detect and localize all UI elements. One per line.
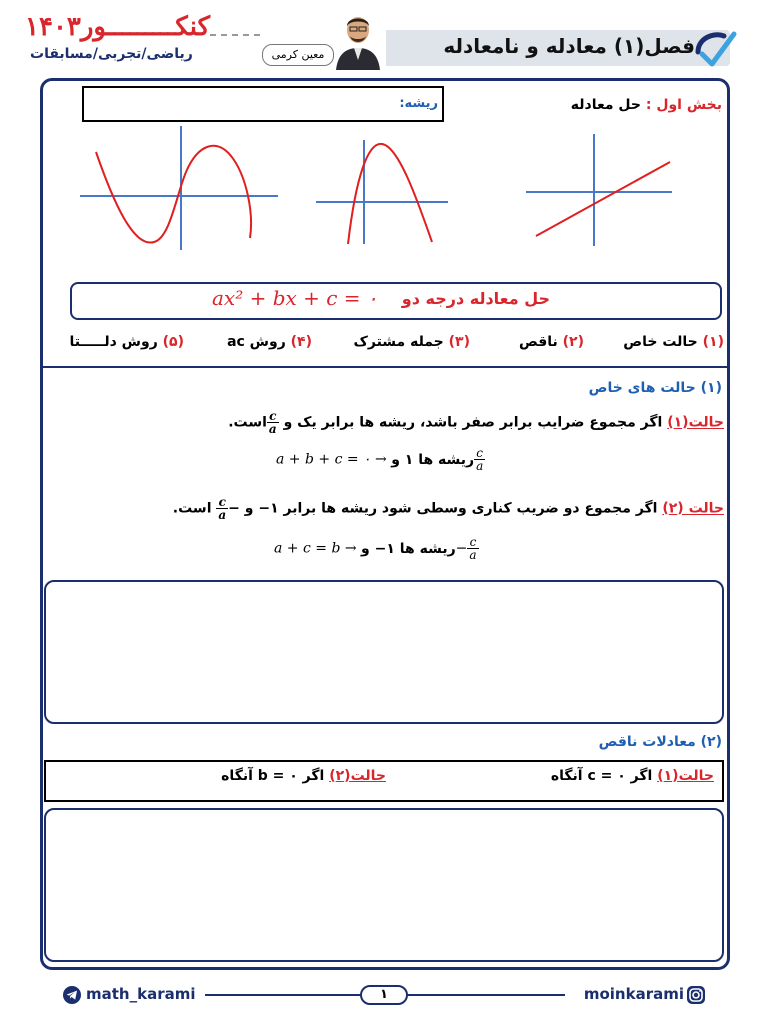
incomplete-case-1: حالت(۱) اگر c = ۰ آنگاه (550, 768, 714, 784)
special-case-2-formula: a + c = b → ریشه ها ۱− و− $\frac{c}{a}$ (274, 535, 477, 562)
chapter-title: فصل(۱) معادله و نامعادله (443, 34, 695, 58)
fraction: $\frac{c}{a}$ (218, 495, 227, 522)
root-label: ریشه: (399, 96, 438, 111)
header-divider (210, 34, 260, 36)
instagram-icon[interactable] (686, 985, 706, 1005)
notes-box (44, 808, 724, 962)
method-item: (۳) جمله مشترک (353, 334, 470, 350)
fraction: $\frac{c}{a}$ (476, 446, 484, 473)
cubic-graph (78, 124, 278, 252)
teacher-name-tag: معین کرمی (262, 44, 334, 66)
brand-logo-icon (692, 26, 740, 70)
brand-year: کنکـــــــــور۱۴۰۳ (25, 12, 210, 42)
section-heading-text: حل معادله (570, 97, 646, 113)
method-item: (۱) حالت خاص (623, 334, 724, 350)
instagram-handle[interactable]: moinkarami (583, 985, 684, 1003)
notes-box (44, 580, 724, 724)
method-item: (۵) روش دلـــــتا (69, 334, 184, 350)
incomplete-equations-heading: (۲) معادلات ناقص (598, 734, 722, 750)
special-cases-heading: (۱) حالت های خاص (588, 380, 722, 396)
fraction: $\frac{c}{a}$ (469, 535, 477, 562)
section-heading (480, 97, 722, 119)
teacher-photo (330, 8, 386, 70)
section-divider (42, 366, 728, 368)
quadratic-title: حل معادله درجه دو (401, 289, 550, 308)
brand-subtitle: ریاضی/تجربی/مسابقات (30, 46, 193, 62)
linear-graph (522, 132, 674, 248)
fraction: $\frac{c}{a}$ (268, 409, 277, 436)
quadratic-equation: ax² + bx + c = ۰ (212, 286, 378, 310)
page-number: ۱ (360, 985, 408, 1005)
section-heading-prefix: بخش اول : (645, 97, 722, 113)
special-case-2: حالت (۲) اگر مجموع دو ضریب کناری وسطی شود ریشه ها برابر ۱− و − $\frac{c}{a}$ است. (172, 495, 724, 522)
cubic-curve (96, 146, 251, 243)
parabola-graph (312, 136, 452, 246)
line-curve (536, 162, 670, 236)
method-item: (۴) روش ac (227, 334, 312, 350)
methods-list (60, 334, 724, 360)
parabola-curve (348, 144, 432, 244)
method-item: (۲) ناقص (518, 334, 584, 350)
special-case-1-formula: a + b + c = ۰ → ریشه ها ۱ و $\frac{c}{a}$ (276, 446, 484, 473)
telegram-icon[interactable] (62, 985, 82, 1005)
special-case-1: حالت(۱) اگر مجموع ضرایب برابر صفر باشد، ریشه ها برابر یک و $\frac{c}{a}$ است. (228, 409, 724, 436)
telegram-handle[interactable]: math_karami (86, 985, 196, 1003)
incomplete-case-2: حالت(۲) اگر b = ۰ آنگاه (221, 768, 386, 784)
